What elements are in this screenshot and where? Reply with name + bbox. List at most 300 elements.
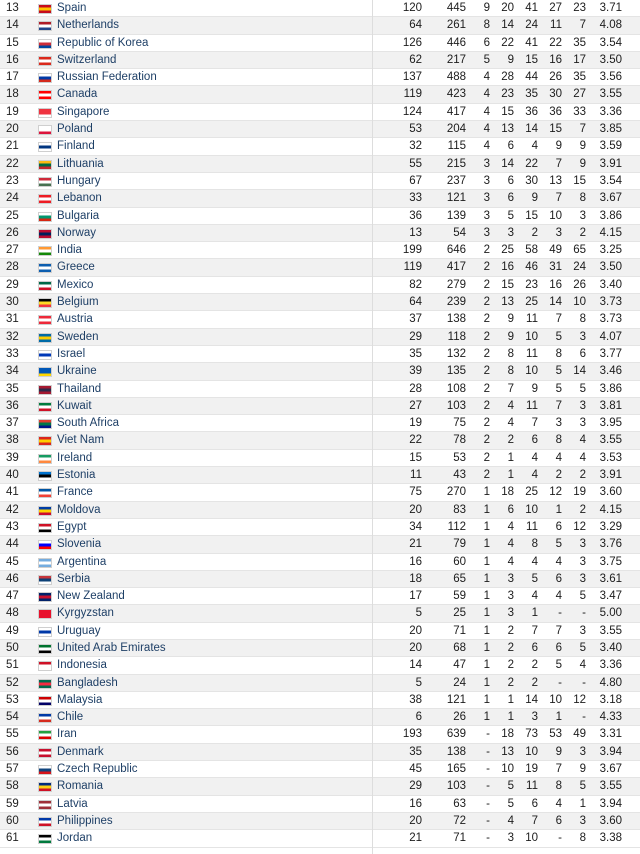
value-col-6: 7 <box>555 399 562 412</box>
value-col-5: 25 <box>525 296 538 309</box>
value-col-6: 4 <box>555 590 562 603</box>
value-col-7: 2 <box>579 503 586 516</box>
value-col-4: 3 <box>507 832 514 845</box>
table-row <box>0 346 640 363</box>
country-name: Canada <box>57 88 98 101</box>
value-col-5: 3 <box>531 711 538 724</box>
value-col-8: 3.36 <box>599 659 622 672</box>
flag-icon <box>38 817 52 827</box>
rank-cell: 35 <box>6 382 19 395</box>
flag-icon <box>38 644 52 654</box>
value-col-5: 4 <box>531 555 538 568</box>
value-col-1: 29 <box>409 780 422 793</box>
value-col-1: 34 <box>409 520 422 533</box>
country-name: Lebanon <box>57 192 102 205</box>
rank-cell: 53 <box>6 693 19 706</box>
value-col-2: 139 <box>446 209 466 222</box>
rank-cell: 14 <box>6 19 19 32</box>
value-col-8: 3.50 <box>599 261 622 274</box>
value-col-4: 9 <box>507 330 514 343</box>
value-col-3: 2 <box>483 278 490 291</box>
value-col-4: 4 <box>507 520 514 533</box>
value-col-3: 6 <box>483 36 490 49</box>
rank-cell: 17 <box>6 71 19 84</box>
flag-icon <box>38 748 52 758</box>
value-col-6: 27 <box>549 2 562 14</box>
country-name: Finland <box>57 140 95 153</box>
value-col-8: 3.38 <box>599 832 622 845</box>
table-row <box>0 104 640 121</box>
value-col-4: 15 <box>501 278 514 291</box>
table-row <box>0 173 640 190</box>
value-col-8: 3.61 <box>599 572 622 585</box>
rank-cell: 38 <box>6 434 19 447</box>
value-col-2: 108 <box>446 382 466 395</box>
table-row <box>0 69 640 86</box>
value-col-7: 9 <box>579 157 586 170</box>
value-col-6: 7 <box>555 157 562 170</box>
value-col-2: 165 <box>446 763 466 776</box>
country-name: Viet Nam <box>57 434 105 447</box>
flag-icon <box>38 177 52 187</box>
value-col-2: 237 <box>446 174 466 187</box>
rank-cell: 16 <box>6 53 19 66</box>
value-col-5: 2 <box>531 676 538 689</box>
table-row <box>0 796 640 813</box>
country-name: Russian Federation <box>57 71 157 84</box>
value-col-2: 47 <box>453 659 466 672</box>
value-col-7: 6 <box>579 347 586 360</box>
value-col-8: 3.73 <box>599 296 622 309</box>
table-row <box>0 277 640 294</box>
country-name: Austria <box>57 313 93 326</box>
rank-cell: 54 <box>6 711 19 724</box>
value-col-3: 1 <box>483 676 490 689</box>
value-col-3: 4 <box>483 140 490 153</box>
country-name: Romania <box>57 780 104 793</box>
value-col-1: 20 <box>409 814 422 827</box>
value-col-1: 62 <box>409 53 422 66</box>
flag-icon <box>38 281 52 291</box>
flag-icon <box>38 627 52 637</box>
value-col-4: 6 <box>507 174 514 187</box>
table-row <box>0 484 640 501</box>
value-col-3: - <box>486 763 490 776</box>
table-row <box>0 35 640 52</box>
value-col-7: 26 <box>573 278 586 291</box>
value-col-3: 4 <box>483 88 490 101</box>
value-col-4: 8 <box>507 365 514 378</box>
country-name: Estonia <box>57 469 96 482</box>
value-col-4: 16 <box>501 261 514 274</box>
rank-cell: 30 <box>6 296 19 309</box>
value-col-8: 3.55 <box>599 434 622 447</box>
value-col-5: 58 <box>525 244 538 257</box>
value-col-1: 120 <box>402 2 422 14</box>
country-name: Greece <box>57 261 95 274</box>
value-col-6: 11 <box>550 19 562 32</box>
rank-cell: 19 <box>6 105 19 118</box>
table-row <box>0 813 640 830</box>
value-col-6: 9 <box>555 745 562 758</box>
value-col-2: 138 <box>446 313 466 326</box>
value-col-2: 279 <box>446 278 466 291</box>
value-col-3: - <box>486 728 490 741</box>
value-col-1: 32 <box>409 140 422 153</box>
value-col-1: 19 <box>409 417 422 430</box>
value-col-2: 60 <box>453 555 466 568</box>
country-name: Lithuania <box>57 157 104 170</box>
value-col-6: 5 <box>555 365 562 378</box>
value-col-8: 3.54 <box>599 174 622 187</box>
value-col-1: 82 <box>409 278 422 291</box>
value-col-7: 17 <box>573 53 586 66</box>
table-row <box>0 623 640 640</box>
value-col-1: 20 <box>409 503 422 516</box>
value-col-4: 1 <box>507 693 514 706</box>
flag-icon <box>38 609 52 619</box>
value-col-8: 4.33 <box>599 711 622 724</box>
value-col-1: 126 <box>402 36 422 49</box>
value-col-3: 1 <box>483 555 490 568</box>
value-col-3: 5 <box>483 53 490 66</box>
country-name: Bangladesh <box>57 676 118 689</box>
value-col-2: 138 <box>446 745 466 758</box>
value-col-1: 39 <box>409 365 422 378</box>
value-col-3: - <box>486 745 490 758</box>
value-col-6: 2 <box>555 469 562 482</box>
table-row <box>0 778 640 795</box>
value-col-5: 10 <box>525 330 538 343</box>
country-name: India <box>57 244 82 257</box>
value-col-7: 3 <box>579 555 586 568</box>
value-col-8: 3.29 <box>599 520 622 533</box>
country-name: Hungary <box>57 174 101 187</box>
flag-icon <box>38 56 52 66</box>
value-col-6: 7 <box>555 192 562 205</box>
flag-icon <box>38 402 52 412</box>
value-col-5: 11 <box>526 520 538 533</box>
value-col-8: 3.91 <box>599 157 622 170</box>
value-col-3: 1 <box>483 659 490 672</box>
value-col-5: 10 <box>525 365 538 378</box>
value-col-1: 16 <box>409 555 422 568</box>
table-row <box>0 52 640 69</box>
value-col-5: 46 <box>525 261 538 274</box>
value-col-7: 5 <box>579 641 586 654</box>
value-col-3: 1 <box>483 711 490 724</box>
value-col-1: 15 <box>409 451 422 464</box>
value-col-8: 3.73 <box>599 313 622 326</box>
flag-icon <box>38 540 52 550</box>
value-col-8: 4.08 <box>599 19 622 32</box>
value-col-2: 103 <box>446 399 466 412</box>
table-row <box>0 329 640 346</box>
value-col-2: 423 <box>446 88 466 101</box>
value-col-2: 79 <box>453 538 466 551</box>
value-col-7: 35 <box>573 71 586 84</box>
value-col-8: 4.15 <box>599 226 622 239</box>
value-col-8: 3.81 <box>599 399 622 412</box>
country-name: Poland <box>57 123 93 136</box>
rank-cell: 39 <box>6 451 19 464</box>
value-col-4: 18 <box>501 486 514 499</box>
rank-cell: 28 <box>6 261 19 274</box>
value-col-6: 6 <box>555 814 562 827</box>
table-row <box>0 432 640 449</box>
rank-cell: 34 <box>6 365 19 378</box>
rank-cell: 52 <box>6 676 19 689</box>
value-col-4: 1 <box>507 711 514 724</box>
table-row <box>0 502 640 519</box>
value-col-3: 8 <box>483 19 490 32</box>
value-col-3: 1 <box>483 572 490 585</box>
country-name: Sweden <box>57 330 99 343</box>
value-col-1: 67 <box>409 174 422 187</box>
value-col-7: 8 <box>579 192 586 205</box>
value-col-5: 7 <box>531 624 538 637</box>
value-col-8: 3.95 <box>599 417 622 430</box>
value-col-1: 53 <box>409 123 422 136</box>
value-col-5: 9 <box>531 382 538 395</box>
value-col-5: 14 <box>525 693 538 706</box>
flag-icon <box>38 436 52 446</box>
value-col-5: 7 <box>531 417 538 430</box>
flag-icon <box>38 661 52 671</box>
value-col-8: 4.07 <box>599 330 622 343</box>
value-col-4: 4 <box>507 814 514 827</box>
value-col-7: 27 <box>573 88 586 101</box>
flag-icon <box>38 471 52 481</box>
value-col-8: 3.40 <box>599 278 622 291</box>
value-col-3: 2 <box>483 296 490 309</box>
value-col-7: 5 <box>579 382 586 395</box>
rank-cell: 42 <box>6 503 19 516</box>
value-col-3: 2 <box>483 451 490 464</box>
table-row <box>0 381 640 398</box>
value-col-3: 3 <box>483 192 490 205</box>
value-col-4: 2 <box>507 676 514 689</box>
value-col-7: 2 <box>579 469 586 482</box>
value-col-4: 20 <box>501 2 514 14</box>
rank-cell: 18 <box>6 88 19 101</box>
value-col-6: 7 <box>555 763 562 776</box>
value-col-4: 3 <box>507 572 514 585</box>
flag-icon <box>38 488 52 498</box>
country-name: Belgium <box>57 296 99 309</box>
value-col-8: 3.18 <box>599 693 622 706</box>
value-col-5: 25 <box>525 486 538 499</box>
country-name: Serbia <box>57 572 91 585</box>
flag-icon <box>38 696 52 706</box>
flag-icon <box>38 212 52 222</box>
value-col-6: 7 <box>555 624 562 637</box>
value-col-3: 2 <box>483 313 490 326</box>
value-col-2: 261 <box>446 19 466 32</box>
value-col-1: 75 <box>409 486 422 499</box>
value-col-2: 65 <box>453 572 466 585</box>
value-col-6: 3 <box>555 417 562 430</box>
rank-cell: 36 <box>6 399 19 412</box>
value-col-5: 1 <box>531 607 538 620</box>
value-col-3: 3 <box>483 157 490 170</box>
flag-icon <box>38 350 52 360</box>
country-name: Egypt <box>57 520 87 533</box>
value-col-7: 23 <box>573 2 586 14</box>
rank-cell: 59 <box>6 797 19 810</box>
value-col-5: 5 <box>531 572 538 585</box>
value-col-8: 3.59 <box>599 140 622 153</box>
table-row <box>0 605 640 622</box>
value-col-8: 3.36 <box>599 105 622 118</box>
value-col-2: 112 <box>447 520 466 533</box>
country-name: Ukraine <box>57 365 97 378</box>
value-col-6: 15 <box>549 123 562 136</box>
rank-cell: 27 <box>6 244 19 257</box>
value-col-8: 3.31 <box>599 728 622 741</box>
value-col-5: 30 <box>525 174 538 187</box>
value-col-1: 22 <box>409 434 422 447</box>
country-name: Israel <box>57 347 86 360</box>
country-name: Slovenia <box>57 538 102 551</box>
value-col-3: 3 <box>483 226 490 239</box>
value-col-8: 3.53 <box>599 451 622 464</box>
value-col-4: 9 <box>507 313 514 326</box>
value-col-6: 5 <box>555 330 562 343</box>
table-row <box>0 138 640 155</box>
table-row <box>0 86 640 103</box>
value-col-3: 3 <box>483 209 490 222</box>
value-col-7: 5 <box>579 780 586 793</box>
value-col-6: 4 <box>555 451 562 464</box>
value-col-1: 45 <box>409 763 422 776</box>
value-col-6: 3 <box>555 226 562 239</box>
value-col-8: 3.50 <box>599 53 622 66</box>
value-col-7: 10 <box>573 296 586 309</box>
value-col-4: 25 <box>501 244 514 257</box>
value-col-6: 8 <box>555 347 562 360</box>
flag-icon <box>38 385 52 395</box>
value-col-4: 2 <box>507 659 514 672</box>
flag-icon <box>38 160 52 170</box>
rank-cell: 60 <box>6 814 19 827</box>
value-col-1: 119 <box>403 88 422 101</box>
value-col-7: 3 <box>579 538 586 551</box>
value-col-3: 2 <box>483 330 490 343</box>
rank-cell: 43 <box>6 520 19 533</box>
country-name: Singapore <box>57 105 110 118</box>
rank-cell: 22 <box>6 157 19 170</box>
value-col-2: 26 <box>453 711 466 724</box>
value-col-7: 65 <box>573 244 586 257</box>
value-col-2: 488 <box>446 71 466 84</box>
flag-icon <box>38 333 52 343</box>
country-name: Iran <box>57 728 77 741</box>
country-name: Thailand <box>57 382 102 395</box>
value-col-7: 7 <box>579 123 586 136</box>
value-col-6: 31 <box>549 261 562 274</box>
value-col-2: 59 <box>453 590 466 603</box>
value-col-5: 35 <box>525 88 538 101</box>
country-name: Netherlands <box>57 19 120 32</box>
value-col-2: 75 <box>453 417 466 430</box>
value-col-6: 14 <box>549 296 562 309</box>
rank-cell: 49 <box>6 624 19 637</box>
value-col-2: 71 <box>453 624 466 637</box>
value-col-7: 24 <box>573 261 586 274</box>
value-col-6: 26 <box>549 71 562 84</box>
flag-icon <box>38 765 52 775</box>
value-col-8: 3.86 <box>599 209 622 222</box>
value-col-1: 37 <box>409 313 422 326</box>
value-col-5: 4 <box>531 451 538 464</box>
value-col-3: - <box>486 814 490 827</box>
value-col-1: 64 <box>409 19 422 32</box>
table-row <box>0 398 640 415</box>
value-col-5: 19 <box>525 763 538 776</box>
value-col-4: 23 <box>501 88 514 101</box>
value-col-8: 3.67 <box>599 192 622 205</box>
value-col-5: 4 <box>531 140 538 153</box>
value-col-6: 4 <box>555 797 562 810</box>
value-col-3: 1 <box>483 520 490 533</box>
value-col-8: 3.55 <box>599 780 622 793</box>
value-col-7: 3 <box>579 399 586 412</box>
table-row <box>0 190 640 207</box>
column-divider <box>372 0 373 854</box>
value-col-7: - <box>582 607 586 620</box>
value-col-4: 4 <box>507 417 514 430</box>
value-col-3: 2 <box>483 244 490 257</box>
value-col-6: 13 <box>549 174 562 187</box>
value-col-8: 3.86 <box>599 382 622 395</box>
table-row <box>0 830 640 847</box>
table-row <box>0 259 640 276</box>
flag-icon <box>38 39 52 49</box>
value-col-7: 14 <box>573 365 586 378</box>
value-col-5: 6 <box>531 797 538 810</box>
value-col-8: 3.25 <box>599 244 622 257</box>
value-col-7: 12 <box>573 693 586 706</box>
table-row <box>0 761 640 778</box>
flag-icon <box>38 523 52 533</box>
flag-icon <box>38 575 52 585</box>
value-col-1: 137 <box>402 71 422 84</box>
flag-icon <box>38 298 52 308</box>
flag-icon <box>38 229 52 239</box>
value-col-4: 2 <box>507 434 514 447</box>
country-name: United Arab Emirates <box>57 641 166 654</box>
country-name: Kuwait <box>57 399 92 412</box>
value-col-3: 1 <box>483 486 490 499</box>
rank-cell: 61 <box>6 832 19 845</box>
value-col-3: 2 <box>483 261 490 274</box>
rank-cell: 33 <box>6 347 19 360</box>
value-col-8: 5.00 <box>599 607 622 620</box>
value-col-6: 5 <box>555 538 562 551</box>
value-col-5: 41 <box>525 2 538 14</box>
value-col-4: 4 <box>507 555 514 568</box>
flag-icon <box>38 782 52 792</box>
flag-icon <box>38 73 52 83</box>
value-col-5: 22 <box>525 157 538 170</box>
value-col-6: 22 <box>549 36 562 49</box>
value-col-2: 43 <box>453 469 466 482</box>
value-col-4: 6 <box>507 503 514 516</box>
value-col-2: 217 <box>446 53 466 66</box>
rank-cell: 40 <box>6 469 19 482</box>
value-col-1: 35 <box>409 347 422 360</box>
